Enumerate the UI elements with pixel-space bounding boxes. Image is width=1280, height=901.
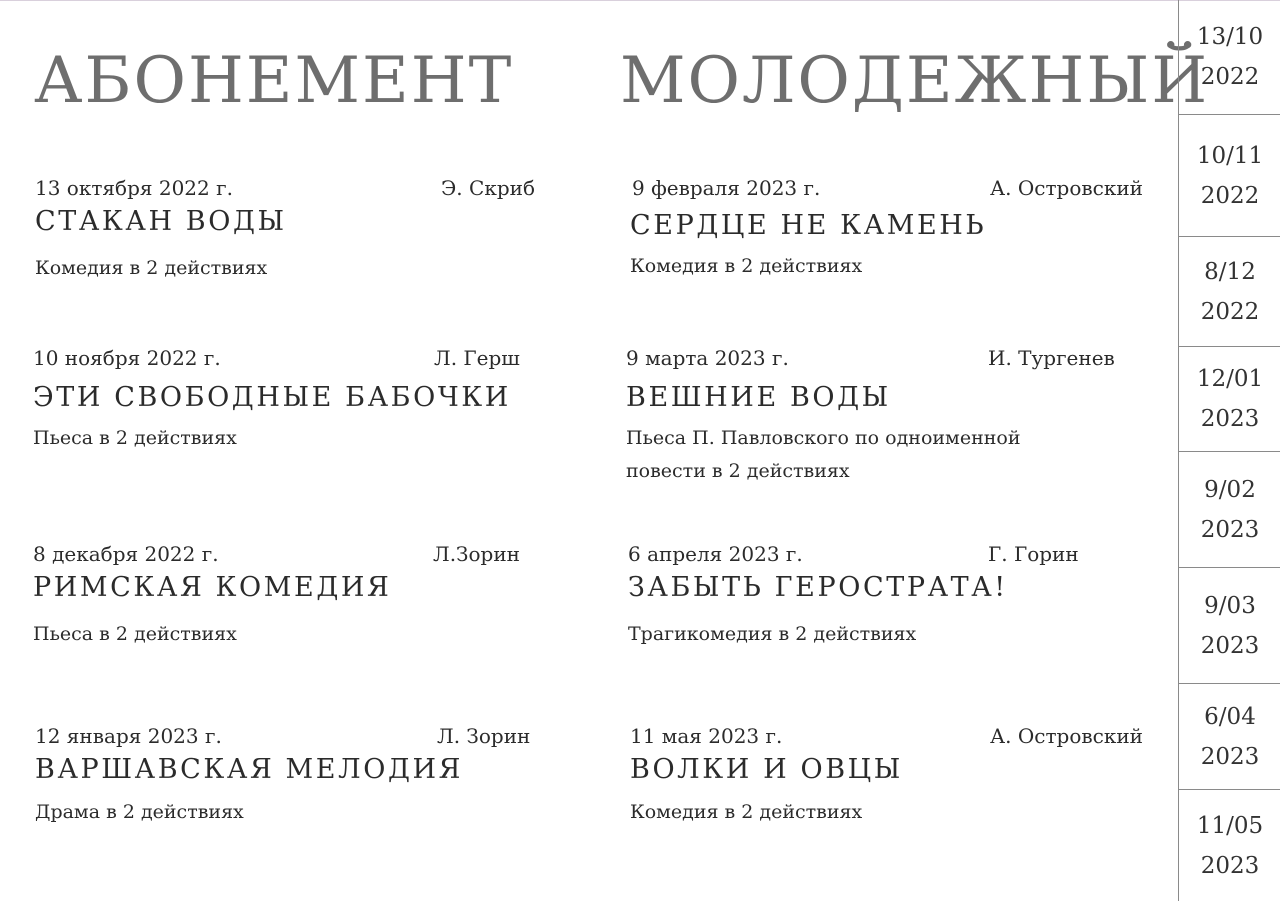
play-date: 12 января 2023 г. [35, 724, 222, 748]
date-cell [1179, 568, 1280, 684]
date-cell [1179, 684, 1280, 790]
play-title: ЗАБЫТЬ ГЕРОСТРАТА! [628, 572, 1008, 603]
play-genre-line: Пьеса П. Павловского по одноименной [626, 427, 1021, 449]
play-date: 10 ноября 2022 г. [33, 346, 221, 370]
date-cell-day: 10/11 [1196, 142, 1264, 169]
date-cell-day: 9/03 [1204, 592, 1256, 619]
date-cell-year: 2023 [1200, 852, 1260, 879]
play-title: ВОЛКИ И ОВЦЫ [630, 754, 903, 785]
date-cell-year: 2022 [1200, 182, 1260, 209]
play-title: СТАКАН ВОДЫ [35, 206, 287, 237]
play-date: 9 февраля 2023 г. [632, 176, 821, 200]
date-cell-year: 2022 [1200, 64, 1260, 90]
date-cell-year: 2023 [1200, 743, 1260, 770]
play-author: Э. Скриб [441, 176, 535, 200]
play-date: 8 декабря 2022 г. [33, 542, 219, 566]
date-cell-day: 6/04 [1204, 703, 1256, 730]
date-cell-day: 11/05 [1196, 812, 1264, 839]
play-date: 9 марта 2023 г. [626, 346, 789, 370]
date-cell-day: 9/02 [1204, 476, 1256, 503]
date-cell [1179, 115, 1280, 237]
date-cell [1179, 237, 1280, 347]
date-cell-year: 2023 [1200, 632, 1260, 659]
date-cell-day: 12/01 [1196, 366, 1264, 392]
play-genre: Комедия в 2 действиях [630, 801, 863, 823]
play-author: И. Тургенев [988, 346, 1115, 370]
date-cell-year: 2023 [1200, 516, 1260, 543]
heading-left: АБОНЕМЕНТ [34, 44, 514, 118]
play-genre: Пьеса в 2 действиях [33, 427, 237, 449]
play-date: 13 октября 2022 г. [35, 176, 233, 200]
date-cell-day: 8/12 [1204, 258, 1256, 285]
play-genre: Трагикомедия в 2 действиях [628, 623, 917, 645]
play-author: Л. Герш [434, 346, 520, 370]
play-author: Г. Горин [988, 542, 1079, 566]
play-author: Л. Зорин [437, 724, 531, 748]
date-cell [1179, 0, 1280, 115]
top-divider [0, 0, 1280, 1]
play-title: ВЕШНИЕ ВОДЫ [626, 382, 891, 413]
play-title: СЕРДЦЕ НЕ КАМЕНЬ [630, 210, 987, 241]
date-sidebar [1178, 0, 1280, 901]
play-genre: Пьеса в 2 действиях [33, 623, 237, 645]
play-date: 6 апреля 2023 г. [628, 542, 803, 566]
play-date: 11 мая 2023 г. [630, 724, 783, 748]
play-author: А. Островский [990, 724, 1143, 748]
play-genre: Комедия в 2 действиях [35, 257, 268, 279]
date-cell [1179, 790, 1280, 901]
play-genre: Комедия в 2 действиях [630, 255, 863, 277]
heading-right: МОЛОДЕЖНЫЙ [620, 44, 1210, 118]
date-cell [1179, 452, 1280, 568]
play-author: Л.Зорин [433, 542, 521, 566]
date-cell [1179, 347, 1280, 452]
date-cell-year: 2022 [1200, 298, 1260, 325]
date-cell-year: 2023 [1200, 406, 1260, 432]
play-author: А. Островский [990, 176, 1143, 200]
date-cell-day: 13/10 [1196, 24, 1264, 50]
play-genre-line: повести в 2 действиях [626, 460, 850, 482]
play-title: ВАРШАВСКАЯ МЕЛОДИЯ [35, 754, 464, 785]
play-title: РИМСКАЯ КОМЕДИЯ [33, 572, 392, 603]
play-genre [626, 422, 1021, 488]
play-genre: Драма в 2 действиях [35, 801, 244, 823]
play-title: ЭТИ СВОБОДНЫЕ БАБОЧКИ [33, 382, 511, 413]
